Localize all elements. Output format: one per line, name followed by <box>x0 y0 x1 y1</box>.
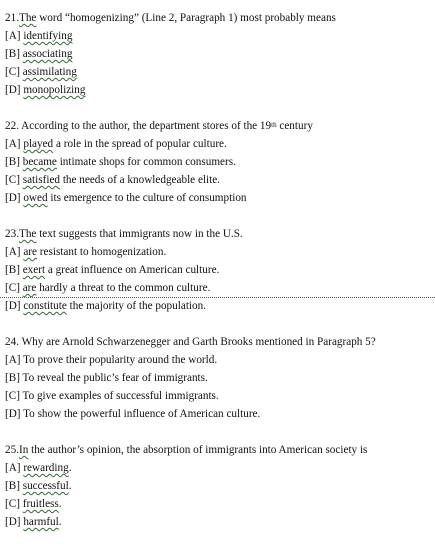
stem-text: 24. Why are Arnold Schwarzenegger and Garth Brooks mentioned in Paragraph 5? <box>5 336 376 348</box>
option-letter: [D] <box>5 192 24 204</box>
underlined-word: successful <box>22 480 69 492</box>
option-c <box>0 63 435 81</box>
option-d <box>0 513 435 531</box>
option-letter: [D] <box>5 84 24 96</box>
stem-text-end: century <box>276 120 313 132</box>
option-letter: [D] <box>5 516 24 528</box>
question-number: 21. <box>5 12 19 24</box>
option-b <box>0 153 435 171</box>
question-25 <box>0 441 435 531</box>
option-letter: [A] <box>5 246 24 258</box>
underlined-word: satisfied <box>22 174 61 186</box>
option-text: . <box>58 516 62 528</box>
option-letter: [A] <box>5 138 24 150</box>
stem-text: word “homogenizing” (Line 2, Paragraph 1) most probably means <box>36 12 336 24</box>
option-text: . <box>58 498 62 510</box>
option-letter: [C] <box>5 498 23 510</box>
option-letter: [B] <box>5 264 23 276</box>
option-text: . <box>68 480 72 492</box>
underlined-word: exert <box>22 264 46 276</box>
option-c <box>0 495 435 513</box>
underlined-word: harmful <box>23 516 59 528</box>
option-d <box>0 405 435 423</box>
option-letter: [B] <box>5 48 23 60</box>
question-number: 25. <box>5 444 19 456</box>
option-letter: [D] <box>5 300 24 312</box>
option-text: To give examples of successful immigrants. <box>22 390 219 402</box>
option-a <box>0 243 435 261</box>
stem-text: text suggests that immigrants now in the U.S. <box>36 228 243 240</box>
question-21 <box>0 9 435 99</box>
option-letter: [B] <box>5 480 23 492</box>
option-d <box>0 81 435 99</box>
option-letter: [A] <box>5 30 24 42</box>
option-letter: [A] <box>5 462 24 474</box>
question-23 <box>0 225 435 315</box>
option-b <box>0 261 435 279</box>
option-d <box>0 297 435 315</box>
underlined-word: monopolizing <box>23 84 86 96</box>
option-b <box>0 369 435 387</box>
underlined-word: are <box>23 246 37 258</box>
question-24 <box>0 333 435 423</box>
option-a <box>0 135 435 153</box>
option-text: resistant to homogenization. <box>37 246 167 258</box>
question-23-stem <box>0 225 435 243</box>
option-a <box>0 351 435 369</box>
option-text: hardly a threat to the common culture. <box>36 282 211 294</box>
option-letter: [A] <box>5 354 24 366</box>
underlined-word: are <box>22 282 37 294</box>
underlined-word: The <box>18 12 37 24</box>
option-text: a great influence on American culture. <box>45 264 220 276</box>
underlined-word: played <box>23 138 54 150</box>
option-text: intimate shops for common consumers. <box>56 156 236 168</box>
option-letter: [B] <box>5 156 23 168</box>
option-c <box>0 279 435 297</box>
underlined-word: The <box>18 228 37 240</box>
option-text: the majority of the population. <box>66 300 207 312</box>
stem-text: the author’s opinion, the absorption of immigrants into American society is <box>28 444 368 456</box>
option-text: its emergence to the culture of consumption <box>47 192 247 204</box>
option-letter: [C] <box>5 390 23 402</box>
underlined-word: assimilating <box>22 66 77 78</box>
option-letter: [C] <box>5 282 23 294</box>
option-b <box>0 477 435 495</box>
option-text: . <box>68 462 72 474</box>
underlined-word: identifying <box>23 30 73 42</box>
option-letter: [D] <box>5 408 24 420</box>
underlined-word: fruitless <box>22 498 59 510</box>
stem-text: 22. According to the author, the department stores of the 19 <box>5 120 272 132</box>
option-a <box>0 27 435 45</box>
underlined-word: In <box>18 444 29 456</box>
option-text: To reveal the public’s fear of immigrants. <box>22 372 208 384</box>
underlined-word: associating <box>22 48 73 60</box>
option-c <box>0 387 435 405</box>
underlined-word: owed <box>23 192 48 204</box>
option-letter: [B] <box>5 372 23 384</box>
option-text: the needs of a knowledgeable elite. <box>60 174 220 186</box>
question-22-stem <box>0 117 435 135</box>
underlined-word: constitute <box>23 300 67 312</box>
underlined-word: became <box>22 156 57 168</box>
dotted-divider <box>0 297 435 298</box>
option-text: To show the powerful influence of American culture. <box>23 408 261 420</box>
option-c <box>0 171 435 189</box>
option-letter: [C] <box>5 174 23 186</box>
question-24-stem <box>0 333 435 351</box>
option-d <box>0 189 435 207</box>
question-21-stem <box>0 9 435 27</box>
question-number: 23. <box>5 228 19 240</box>
ordinal-suffix: th <box>271 121 277 129</box>
option-a <box>0 459 435 477</box>
option-b <box>0 45 435 63</box>
question-25-stem <box>0 441 435 459</box>
option-text: a role in the spread of popular culture. <box>53 138 227 150</box>
question-22 <box>0 117 435 207</box>
option-text: To prove their popularity around the world. <box>23 354 218 366</box>
option-letter: [C] <box>5 66 23 78</box>
underlined-word: rewarding <box>23 462 69 474</box>
